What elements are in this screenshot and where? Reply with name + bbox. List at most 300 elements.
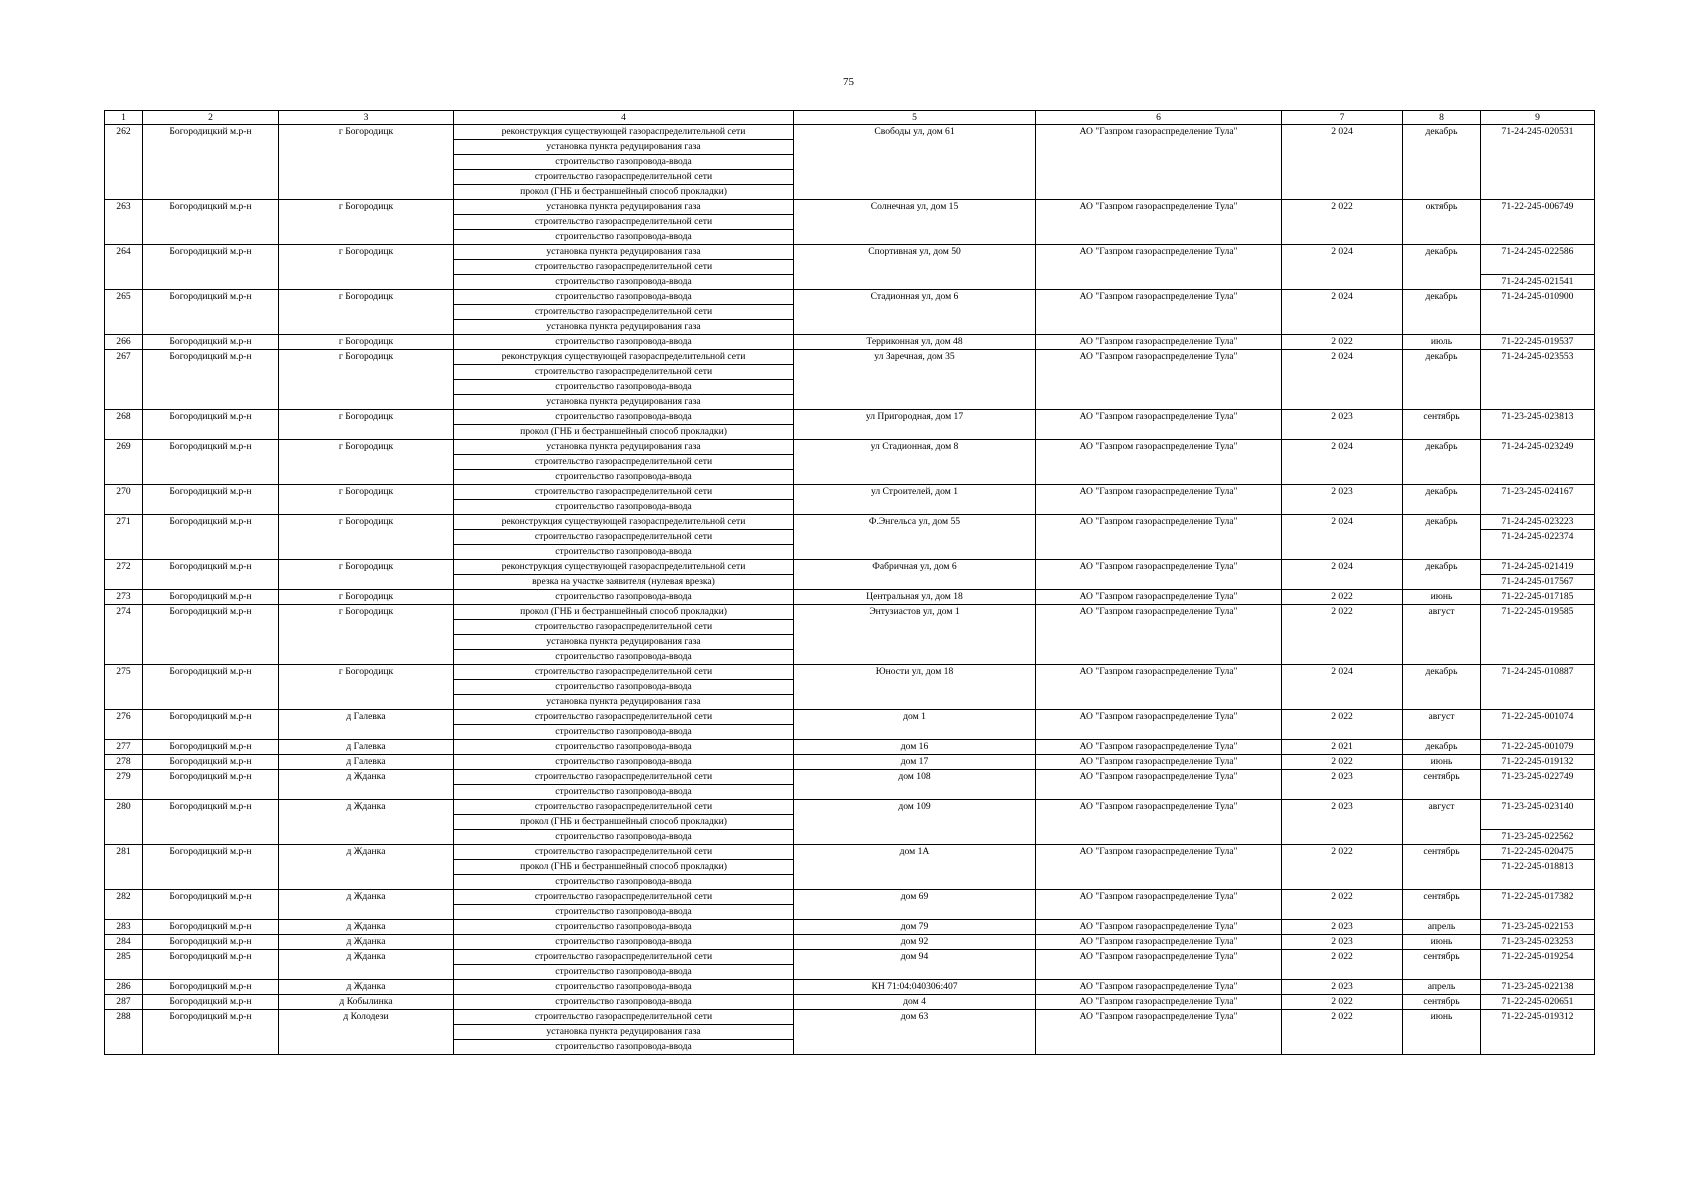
locality-cell: г Богородицк [279, 440, 454, 485]
address-cell: Стадионная ул, дом 6 [794, 290, 1036, 335]
district-cell: Богородицкий м.р-н [143, 485, 279, 515]
district-cell: Богородицкий м.р-н [143, 995, 279, 1010]
work-type-cell: строительство газопровода-ввода [454, 155, 794, 170]
application-code-cell: 71-22-245-019537 [1481, 335, 1595, 350]
work-type-cell: установка пункта редуцирования газа [454, 140, 794, 155]
organization-cell: АО "Газпром газораспределение Тула" [1036, 350, 1282, 410]
year-cell: 2 023 [1282, 800, 1403, 845]
application-code-cell: 71-22-245-019254 [1481, 950, 1595, 980]
organization-cell: АО "Газпром газораспределение Тула" [1036, 1010, 1282, 1055]
work-type-cell: установка пункта редуцирования газа [454, 200, 794, 215]
application-code-cell: 71-22-245-018813 [1481, 860, 1595, 890]
work-type-cell: прокол (ГНБ и бестраншейный способ прокладки) [454, 185, 794, 200]
year-cell: 2 023 [1282, 485, 1403, 515]
application-code-cell: 71-23-245-023140 [1481, 800, 1595, 830]
district-cell: Богородицкий м.р-н [143, 515, 279, 560]
table-row [105, 410, 1595, 425]
district-cell: Богородицкий м.р-н [143, 935, 279, 950]
application-code-cell: 71-24-245-022586 [1481, 245, 1595, 275]
year-cell: 2 024 [1282, 665, 1403, 710]
locality-cell: г Богородицк [279, 200, 454, 245]
organization-cell: АО "Газпром газораспределение Тула" [1036, 740, 1282, 755]
table-row [105, 590, 1595, 605]
district-cell: Богородицкий м.р-н [143, 755, 279, 770]
work-type-cell: строительство газораспределительной сети [454, 170, 794, 185]
work-type-cell: строительство газораспределительной сети [454, 665, 794, 680]
work-type-cell: прокол (ГНБ и бестраншейный способ прокладки) [454, 860, 794, 875]
application-code-cell: 71-22-245-019585 [1481, 605, 1595, 665]
district-cell: Богородицкий м.р-н [143, 1010, 279, 1055]
district-cell: Богородицкий м.р-н [143, 890, 279, 920]
month-cell: июнь [1403, 590, 1481, 605]
work-type-cell: строительство газопровода-ввода [454, 590, 794, 605]
work-type-cell: строительство газораспределительной сети [454, 1010, 794, 1025]
row-number: 274 [105, 605, 143, 665]
organization-cell: АО "Газпром газораспределение Тула" [1036, 515, 1282, 560]
work-type-cell: реконструкция существующей газораспределительной сети [454, 515, 794, 530]
application-code-cell: 71-23-245-022749 [1481, 770, 1595, 800]
organization-cell: АО "Газпром газораспределение Тула" [1036, 800, 1282, 845]
application-code-cell: 71-22-245-001079 [1481, 740, 1595, 755]
work-type-cell: строительство газораспределительной сети [454, 455, 794, 470]
year-cell: 2 022 [1282, 335, 1403, 350]
application-code-cell: 71-23-245-023813 [1481, 410, 1595, 440]
year-cell: 2 022 [1282, 590, 1403, 605]
table-row [105, 920, 1595, 935]
table-row [105, 515, 1595, 530]
application-code-cell: 71-23-245-023253 [1481, 935, 1595, 950]
work-type-cell: строительство газопровода-ввода [454, 935, 794, 950]
work-type-cell: строительство газопровода-ввода [454, 905, 794, 920]
row-number: 279 [105, 770, 143, 800]
work-type-cell: установка пункта редуцирования газа [454, 440, 794, 455]
district-cell: Богородицкий м.р-н [143, 740, 279, 755]
month-cell: декабрь [1403, 485, 1481, 515]
district-cell: Богородицкий м.р-н [143, 125, 279, 200]
year-cell: 2 022 [1282, 605, 1403, 665]
work-type-cell: строительство газораспределительной сети [454, 710, 794, 725]
district-cell: Богородицкий м.р-н [143, 590, 279, 605]
organization-cell: АО "Газпром газораспределение Тула" [1036, 980, 1282, 995]
year-cell: 2 022 [1282, 995, 1403, 1010]
district-cell: Богородицкий м.р-н [143, 800, 279, 845]
year-cell: 2 022 [1282, 845, 1403, 890]
locality-cell: д Жданка [279, 950, 454, 980]
organization-cell: АО "Газпром газораспределение Тула" [1036, 245, 1282, 290]
address-cell: ул Пригородная, дом 17 [794, 410, 1036, 440]
address-cell: дом 17 [794, 755, 1036, 770]
locality-cell: г Богородицк [279, 125, 454, 200]
row-number: 262 [105, 125, 143, 200]
row-number: 280 [105, 800, 143, 845]
month-cell: декабрь [1403, 125, 1481, 200]
row-number: 282 [105, 890, 143, 920]
work-type-cell: реконструкция существующей газораспределительной сети [454, 125, 794, 140]
locality-cell: г Богородицк [279, 350, 454, 410]
organization-cell: АО "Газпром газораспределение Тула" [1036, 770, 1282, 800]
row-number: 273 [105, 590, 143, 605]
work-type-cell: прокол (ГНБ и бестраншейный способ прокладки) [454, 425, 794, 440]
table-row [105, 200, 1595, 215]
address-cell: дом 94 [794, 950, 1036, 980]
district-cell: Богородицкий м.р-н [143, 920, 279, 935]
column-number-5: 5 [794, 111, 1036, 125]
district-cell: Богородицкий м.р-н [143, 335, 279, 350]
address-cell: дом 69 [794, 890, 1036, 920]
district-cell: Богородицкий м.р-н [143, 440, 279, 485]
district-cell: Богородицкий м.р-н [143, 245, 279, 290]
work-type-cell: строительство газораспределительной сети [454, 215, 794, 230]
application-code-cell: 71-24-245-017567 [1481, 575, 1595, 590]
column-number-8: 8 [1403, 111, 1481, 125]
district-cell: Богородицкий м.р-н [143, 605, 279, 665]
month-cell: август [1403, 605, 1481, 665]
table-row [105, 890, 1595, 905]
work-type-cell: строительство газораспределительной сети [454, 620, 794, 635]
table-row [105, 950, 1595, 965]
work-type-cell: строительство газопровода-ввода [454, 830, 794, 845]
row-number: 277 [105, 740, 143, 755]
application-code-cell: 71-23-245-024167 [1481, 485, 1595, 515]
district-cell: Богородицкий м.р-н [143, 980, 279, 995]
application-code-cell: 71-22-245-017185 [1481, 590, 1595, 605]
work-type-cell: строительство газораспределительной сети [454, 530, 794, 545]
district-cell: Богородицкий м.р-н [143, 665, 279, 710]
organization-cell: АО "Газпром газораспределение Тула" [1036, 995, 1282, 1010]
work-type-cell: установка пункта редуцирования газа [454, 635, 794, 650]
row-number: 264 [105, 245, 143, 290]
locality-cell: г Богородицк [279, 560, 454, 590]
table-row [105, 740, 1595, 755]
row-number: 278 [105, 755, 143, 770]
month-cell: декабрь [1403, 290, 1481, 335]
table-row [105, 560, 1595, 575]
organization-cell: АО "Газпром газораспределение Тула" [1036, 890, 1282, 920]
row-number: 271 [105, 515, 143, 560]
work-type-cell: строительство газопровода-ввода [454, 875, 794, 890]
table-row [105, 995, 1595, 1010]
locality-cell: г Богородицк [279, 665, 454, 710]
work-type-cell: строительство газопровода-ввода [454, 725, 794, 740]
month-cell: декабрь [1403, 440, 1481, 485]
row-number: 263 [105, 200, 143, 245]
row-number: 288 [105, 1010, 143, 1055]
address-cell: ул Стадионная, дом 8 [794, 440, 1036, 485]
application-code-cell: 71-24-245-023553 [1481, 350, 1595, 410]
month-cell: октябрь [1403, 200, 1481, 245]
district-cell: Богородицкий м.р-н [143, 350, 279, 410]
application-code-cell: 71-24-245-010900 [1481, 290, 1595, 335]
application-code-cell: 71-22-245-020651 [1481, 995, 1595, 1010]
organization-cell: АО "Газпром газораспределение Тула" [1036, 485, 1282, 515]
locality-cell: д Галевка [279, 740, 454, 755]
month-cell: декабрь [1403, 245, 1481, 290]
district-cell: Богородицкий м.р-н [143, 290, 279, 335]
locality-cell: г Богородицк [279, 590, 454, 605]
application-code-cell: 71-24-245-020531 [1481, 125, 1595, 200]
locality-cell: г Богородицк [279, 485, 454, 515]
row-number: 275 [105, 665, 143, 710]
year-cell: 2 021 [1282, 740, 1403, 755]
work-type-cell: строительство газопровода-ввода [454, 335, 794, 350]
year-cell: 2 022 [1282, 890, 1403, 920]
organization-cell: АО "Газпром газораспределение Тула" [1036, 200, 1282, 245]
locality-cell: г Богородицк [279, 410, 454, 440]
month-cell: сентябрь [1403, 410, 1481, 440]
objects-table [104, 110, 1595, 1055]
application-code-cell: 71-23-245-022562 [1481, 830, 1595, 845]
locality-cell: д Жданка [279, 770, 454, 800]
organization-cell: АО "Газпром газораспределение Тула" [1036, 590, 1282, 605]
address-cell: дом 108 [794, 770, 1036, 800]
table-row [105, 1010, 1595, 1025]
month-cell: сентябрь [1403, 950, 1481, 980]
locality-cell: д Жданка [279, 935, 454, 950]
table-row [105, 710, 1595, 725]
address-cell: Свободы ул, дом 61 [794, 125, 1036, 200]
work-type-cell: строительство газопровода-ввода [454, 275, 794, 290]
column-number-3: 3 [279, 111, 454, 125]
table-row [105, 440, 1595, 455]
work-type-cell: строительство газопровода-ввода [454, 755, 794, 770]
work-type-cell: строительство газораспределительной сети [454, 260, 794, 275]
work-type-cell: строительство газораспределительной сети [454, 950, 794, 965]
work-type-cell: строительство газораспределительной сети [454, 305, 794, 320]
work-type-cell: строительство газопровода-ввода [454, 980, 794, 995]
address-cell: Спортивная ул, дом 50 [794, 245, 1036, 290]
year-cell: 2 024 [1282, 245, 1403, 290]
row-number: 284 [105, 935, 143, 950]
locality-cell: д Жданка [279, 890, 454, 920]
table-row [105, 485, 1595, 500]
work-type-cell: прокол (ГНБ и бестраншейный способ прокладки) [454, 605, 794, 620]
column-number-7: 7 [1282, 111, 1403, 125]
application-code-cell: 71-22-245-001074 [1481, 710, 1595, 740]
address-cell: ул Строителей, дом 1 [794, 485, 1036, 515]
organization-cell: АО "Газпром газораспределение Тула" [1036, 440, 1282, 485]
page-number: 75 [843, 76, 854, 88]
month-cell: апрель [1403, 920, 1481, 935]
address-cell: дом 63 [794, 1010, 1036, 1055]
work-type-cell: строительство газораспределительной сети [454, 485, 794, 500]
work-type-cell: строительство газопровода-ввода [454, 965, 794, 980]
table-row [105, 770, 1595, 785]
address-cell: дом 92 [794, 935, 1036, 950]
locality-cell: д Галевка [279, 710, 454, 740]
table-row [105, 665, 1595, 680]
locality-cell: г Богородицк [279, 290, 454, 335]
table-row [105, 935, 1595, 950]
application-code-cell: 71-24-245-010887 [1481, 665, 1595, 710]
application-code-cell: 71-24-245-021419 [1481, 560, 1595, 575]
district-cell: Богородицкий м.р-н [143, 560, 279, 590]
work-type-cell: установка пункта редуцирования газа [454, 395, 794, 410]
row-number: 281 [105, 845, 143, 890]
column-number-4: 4 [454, 111, 794, 125]
organization-cell: АО "Газпром газораспределение Тула" [1036, 920, 1282, 935]
district-cell: Богородицкий м.р-н [143, 845, 279, 890]
work-type-cell: установка пункта редуцирования газа [454, 245, 794, 260]
address-cell: КН 71:04:040306:407 [794, 980, 1036, 995]
address-cell: Терриконная ул, дом 48 [794, 335, 1036, 350]
month-cell: декабрь [1403, 515, 1481, 560]
locality-cell: д Жданка [279, 920, 454, 935]
work-type-cell: строительство газораспределительной сети [454, 365, 794, 380]
address-cell: Центральная ул, дом 18 [794, 590, 1036, 605]
locality-cell: д Галевка [279, 755, 454, 770]
locality-cell: д Жданка [279, 845, 454, 890]
work-type-cell: строительство газопровода-ввода [454, 785, 794, 800]
organization-cell: АО "Газпром газораспределение Тула" [1036, 290, 1282, 335]
application-code-cell: 71-24-245-022374 [1481, 530, 1595, 560]
work-type-cell: строительство газопровода-ввода [454, 500, 794, 515]
table-row [105, 800, 1595, 815]
year-cell: 2 022 [1282, 950, 1403, 980]
row-number: 266 [105, 335, 143, 350]
address-cell: дом 109 [794, 800, 1036, 845]
work-type-cell: реконструкция существующей газораспределительной сети [454, 350, 794, 365]
application-code-cell: 71-24-245-023223 [1481, 515, 1595, 530]
row-number: 276 [105, 710, 143, 740]
column-number-9: 9 [1481, 111, 1595, 125]
row-number: 272 [105, 560, 143, 590]
year-cell: 2 024 [1282, 125, 1403, 200]
district-cell: Богородицкий м.р-н [143, 950, 279, 980]
table-row [105, 980, 1595, 995]
locality-cell: д Жданка [279, 800, 454, 845]
work-type-cell: строительство газораспределительной сети [454, 800, 794, 815]
work-type-cell: прокол (ГНБ и бестраншейный способ прокладки) [454, 815, 794, 830]
work-type-cell: строительство газопровода-ввода [454, 650, 794, 665]
column-number-1: 1 [105, 111, 143, 125]
month-cell: июнь [1403, 1010, 1481, 1055]
organization-cell: АО "Газпром газораспределение Тула" [1036, 845, 1282, 890]
locality-cell: г Богородицк [279, 605, 454, 665]
address-cell: Солнечная ул, дом 15 [794, 200, 1036, 245]
work-type-cell: строительство газопровода-ввода [454, 995, 794, 1010]
work-type-cell: строительство газопровода-ввода [454, 1040, 794, 1055]
month-cell: декабрь [1403, 560, 1481, 590]
work-type-cell: строительство газопровода-ввода [454, 410, 794, 425]
table-row [105, 605, 1595, 620]
work-type-cell: врезка на участке заявителя (нулевая врезка) [454, 575, 794, 590]
month-cell: сентябрь [1403, 890, 1481, 920]
month-cell: сентябрь [1403, 995, 1481, 1010]
address-cell: дом 16 [794, 740, 1036, 755]
year-cell: 2 022 [1282, 200, 1403, 245]
month-cell: июль [1403, 335, 1481, 350]
district-cell: Богородицкий м.р-н [143, 200, 279, 245]
table-row [105, 335, 1595, 350]
work-type-cell: установка пункта редуцирования газа [454, 320, 794, 335]
work-type-cell: строительство газопровода-ввода [454, 680, 794, 695]
application-code-cell: 71-22-245-017382 [1481, 890, 1595, 920]
work-type-cell: реконструкция существующей газораспределительной сети [454, 560, 794, 575]
table-row [105, 845, 1595, 860]
year-cell: 2 023 [1282, 980, 1403, 995]
month-cell: декабрь [1403, 665, 1481, 710]
header-row [105, 111, 1595, 125]
month-cell: август [1403, 710, 1481, 740]
month-cell: декабрь [1403, 740, 1481, 755]
organization-cell: АО "Газпром газораспределение Тула" [1036, 710, 1282, 740]
row-number: 269 [105, 440, 143, 485]
row-number: 268 [105, 410, 143, 440]
year-cell: 2 023 [1282, 935, 1403, 950]
locality-cell: г Богородицк [279, 245, 454, 290]
application-code-cell: 71-22-245-019132 [1481, 755, 1595, 770]
locality-cell: д Жданка [279, 980, 454, 995]
district-cell: Богородицкий м.р-н [143, 410, 279, 440]
month-cell: апрель [1403, 980, 1481, 995]
year-cell: 2 022 [1282, 1010, 1403, 1055]
year-cell: 2 024 [1282, 515, 1403, 560]
month-cell: сентябрь [1403, 770, 1481, 800]
work-type-cell: строительство газораспределительной сети [454, 770, 794, 785]
application-code-cell: 71-22-245-006749 [1481, 200, 1595, 245]
address-cell: дом 1 [794, 710, 1036, 740]
work-type-cell: установка пункта редуцирования газа [454, 1025, 794, 1040]
address-cell: Юности ул, дом 18 [794, 665, 1036, 710]
column-number-6: 6 [1036, 111, 1282, 125]
organization-cell: АО "Газпром газораспределение Тула" [1036, 125, 1282, 200]
year-cell: 2 022 [1282, 710, 1403, 740]
address-cell: Ф.Энгельса ул, дом 55 [794, 515, 1036, 560]
year-cell: 2 024 [1282, 440, 1403, 485]
row-number: 286 [105, 980, 143, 995]
address-cell: ул Заречная, дом 35 [794, 350, 1036, 410]
row-number: 285 [105, 950, 143, 980]
work-type-cell: строительство газопровода-ввода [454, 545, 794, 560]
year-cell: 2 022 [1282, 755, 1403, 770]
address-cell: дом 1А [794, 845, 1036, 890]
application-code-cell: 71-23-245-022138 [1481, 980, 1595, 995]
locality-cell: г Богородицк [279, 515, 454, 560]
organization-cell: АО "Газпром газораспределение Тула" [1036, 935, 1282, 950]
organization-cell: АО "Газпром газораспределение Тула" [1036, 605, 1282, 665]
table-row [105, 125, 1595, 140]
table-row [105, 755, 1595, 770]
row-number: 270 [105, 485, 143, 515]
application-code-cell: 71-22-245-019312 [1481, 1010, 1595, 1055]
year-cell: 2 024 [1282, 290, 1403, 335]
organization-cell: АО "Газпром газораспределение Тула" [1036, 665, 1282, 710]
address-cell: дом 79 [794, 920, 1036, 935]
row-number: 267 [105, 350, 143, 410]
work-type-cell: строительство газораспределительной сети [454, 890, 794, 905]
work-type-cell: строительство газопровода-ввода [454, 380, 794, 395]
year-cell: 2 024 [1282, 560, 1403, 590]
organization-cell: АО "Газпром газораспределение Тула" [1036, 335, 1282, 350]
organization-cell: АО "Газпром газораспределение Тула" [1036, 950, 1282, 980]
work-type-cell: строительство газопровода-ввода [454, 470, 794, 485]
work-type-cell: установка пункта редуцирования газа [454, 695, 794, 710]
row-number: 287 [105, 995, 143, 1010]
work-type-cell: строительство газопровода-ввода [454, 920, 794, 935]
locality-cell: д Колодези [279, 1010, 454, 1055]
month-cell: июнь [1403, 935, 1481, 950]
organization-cell: АО "Газпром газораспределение Тула" [1036, 560, 1282, 590]
year-cell: 2 023 [1282, 410, 1403, 440]
application-code-cell: 71-24-245-023249 [1481, 440, 1595, 485]
table-row [105, 290, 1595, 305]
application-code-cell: 71-24-245-021541 [1481, 275, 1595, 290]
application-code-cell: 71-23-245-022153 [1481, 920, 1595, 935]
work-type-cell: строительство газопровода-ввода [454, 740, 794, 755]
district-cell: Богородицкий м.р-н [143, 710, 279, 740]
row-number: 265 [105, 290, 143, 335]
work-type-cell: строительство газораспределительной сети [454, 845, 794, 860]
